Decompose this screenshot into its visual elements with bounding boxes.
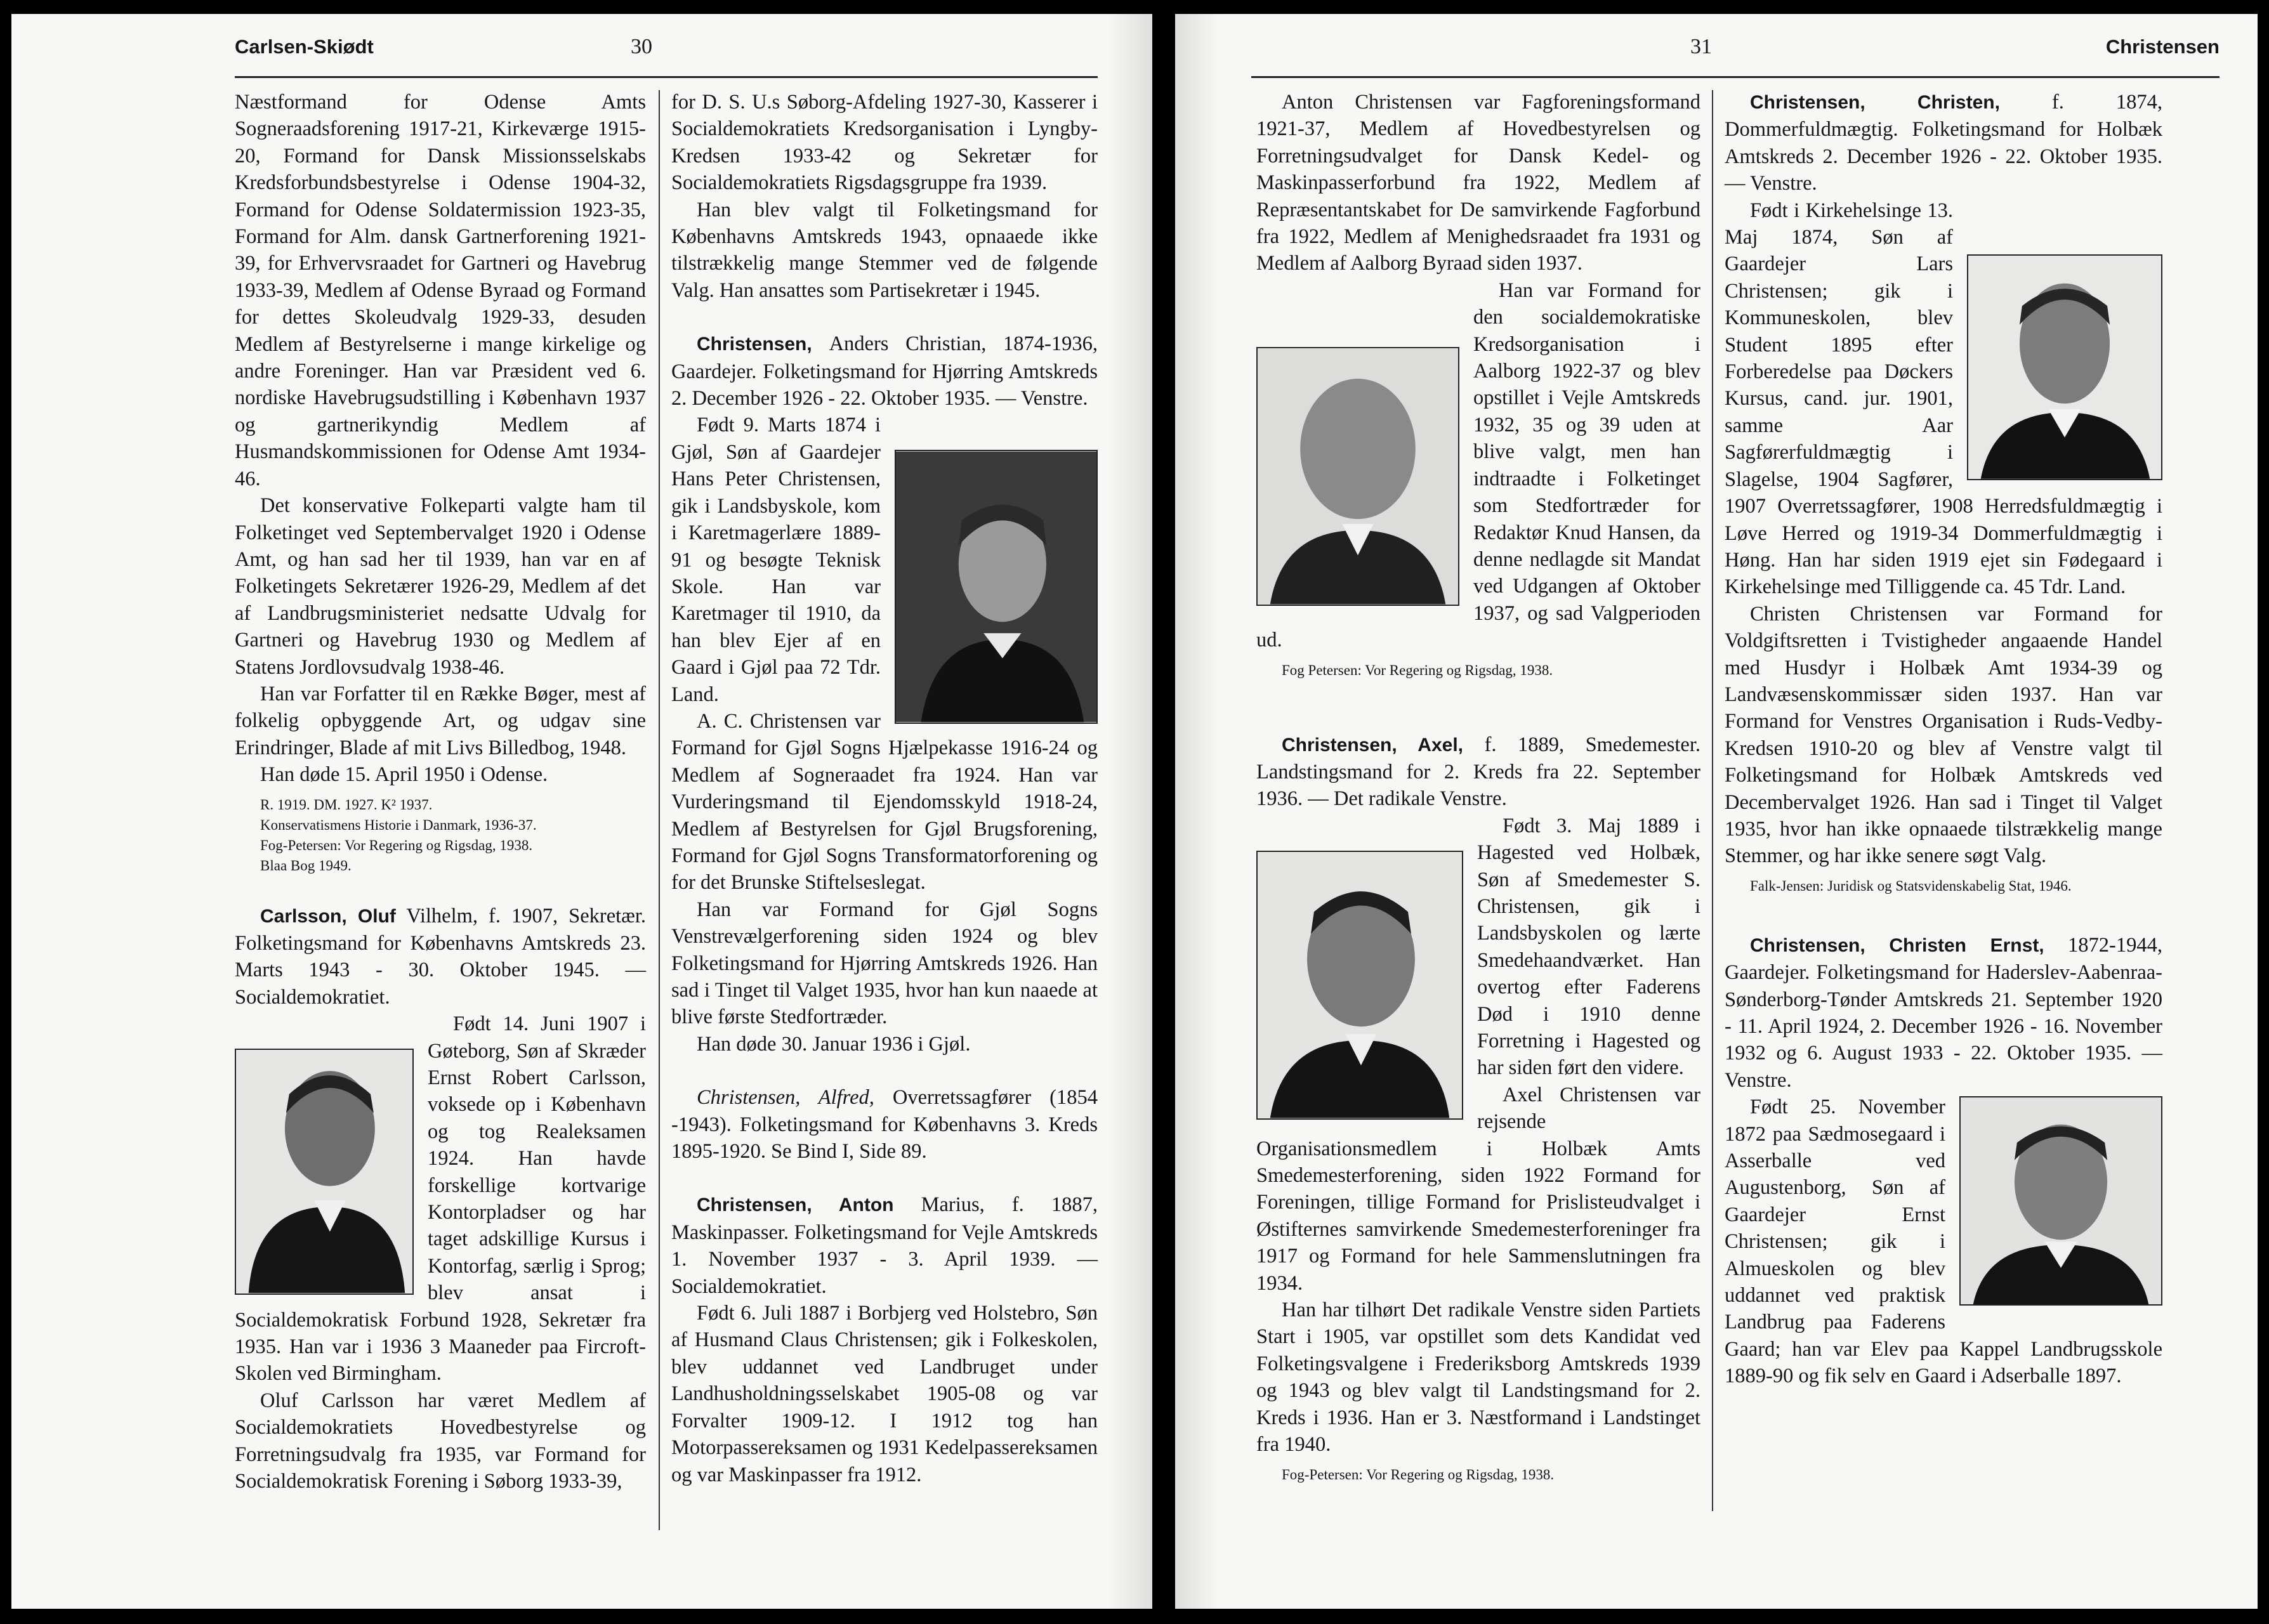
gutter-shadow [1175, 14, 1220, 1609]
portrait-photo-carlsson [235, 1049, 414, 1295]
entry-heading-carlsson [235, 903, 646, 1011]
page-number: 31 [1690, 35, 1712, 58]
entry-summary: f. 1874, Dommerfuldmægtig. Folketingsmand for Holbæk Amtskreds 2. December 1926 - 22. Oktober 1935. — Venstre. [1725, 91, 2162, 195]
source-line: Falk-Jensen: Juridisk og Statsvidenskabelig Stat, 1946. [1750, 877, 2072, 894]
paragraph: Christen Christensen var Formand for Voldgiftsretten i Tvistigheder angaaende Handel med Husdyr i Holbæk Amt 1934-39 og Landvæsenskommissær siden 1937. Han var Formand for Venstres Organisation i Ruds-Vedby-Kredsen 1910-20 og blev af Venstre valgt til Folketingsmand for Holbæk Amtskreds ved Decembervalget 1926. Han sad i Tinget til Valget 1935, hvor han ikke opnaaede tilstrækkelig mange Stemmer, og har ikke senere søgt Valg. [1725, 602, 2162, 868]
paragraph: Født 9. Marts 1874 i Gjøl, Søn af Gaardejer Hans Peter Christensen, gik i Landsbyskole, kom i Karetmagerlære 1889-91 og besøgte Teknisk Skole. Han var Karetmager til 1910, da han blev Ejer af en Gaard i Gjøl paa 72 Tdr. Land. [671, 414, 881, 706]
column-divider [659, 90, 660, 1530]
portrait-photo-anders [895, 450, 1098, 724]
portrait-image [1258, 348, 1458, 605]
paragraph: Han døde 15. April 1950 i Odense. [260, 763, 548, 787]
portrait-photo-christen [1967, 254, 2162, 480]
portrait-image [236, 1050, 412, 1293]
gutter-shadow [1108, 14, 1152, 1609]
right-column-1 [1256, 89, 1700, 1485]
entry-name: Christensen, Christen, [1750, 92, 2000, 113]
paragraph: Født i Kirkehelsinge 13. Maj 1874, Søn af Gaardejer Lars Christensen; gik i Kommuneskolen, blev Student 1895 efter Forberedelse paa Døckers Kursus, cand. jur. 1901, samme Aar Sagførerfuldmægtig i Slagelse, 1904 Sagfører, 1907 Overretssagfører, 1908 Herredsfuldmægtig i Løve Herred og 1919-34 Dommerfuldmægtig i Høng. Han har siden 1919 ejet sin Fødegaard i Kirkehelsinge med Tilliggende ca. 45 Tdr. Land. [1725, 199, 2162, 599]
paragraph: Han blev valgt til Folketingsmand for Københavns Amtskreds 1943, opnaaede ikke tilstrækkelig mange Stemmer ved de følgende Valg. Han ansattes som Partisekretær i 1945. [671, 198, 1098, 302]
paragraph: A. C. Christensen var Formand for Gjøl Sogns Hjælpekasse 1916-24 og Medlem af Sogneraadet fra 1924. Han var Vurderingsmand til Ejendomsskyld 1918-24, Medlem af Bestyrelsen for Gjøl Brugsforening, Formand for Gjøl Sogns Transformatorforening og for det Brunske Stiftelseslegat. [671, 709, 1098, 894]
source-line: Fog-Petersen: Vor Regering og Rigsdag, 1938. [260, 837, 533, 853]
entry-name: Christensen, Anton [697, 1195, 894, 1216]
header-rule [235, 76, 1098, 78]
entry-name: Christensen, Christen Ernst, [1750, 934, 2044, 956]
entry-summary: f. 1889, Smedemester. Landstingsmand for 2. Kreds fra 22. September 1936. — Det radikale Venstre. [1256, 733, 1700, 811]
paragraph: Næstformand for Odense Amts Sogneraadsforening 1917-21, Kirkeværge 1915-20, Formand for Dansk Missionsselskabs Kredsforbundsbestyrelse i Odense 1904-32, Formand for Odense Soldatermission 1923-35, Formand for Alm. dansk Gartnerforening 1921-39, for Erhvervsraadet for Gartneri og Havebrug 1933-39, Medlem af Odense Byraad og Formand for dettes Skoleudvalg 1929-33, desuden Medlem af Bestyrelserne i mange kirkelige og andre Foreninger. Han var Præsident ved 6. nordiske Havebrugsudstilling i København 1937 og gartnerikyndig Medlem af Husmandskommissionen for Odense Amt 1934-46. [235, 91, 646, 490]
left-page [11, 14, 1152, 1609]
source-line: Fog Petersen: Vor Regering og Rigsdag, 1938. [1282, 662, 1553, 678]
header-rule [1251, 76, 2220, 78]
paragraph: Han var Forfatter til en Række Bøger, mest af folkelig opbyggende Art, og udgav sine Erindringer, Blade af mit Livs Billedbog, 1948. [235, 682, 646, 759]
source-line: Fog-Petersen: Vor Regering og Rigsdag, 1938. [1282, 1466, 1555, 1483]
paragraph: Han var Formand for Gjøl Sogns Venstrevælgerforening siden 1924 og blev Folketingsmand for Hjørring Amtskreds 1926. Han sad i Tinget til Valget 1935, hvor han kun naaede at blive første Stedfortræder. [671, 898, 1098, 1029]
running-head: Carlsen-Skiødt [235, 36, 374, 58]
paragraph: for D. S. U.s Søborg-Afdeling 1927-30, Kasserer i Socialdemokratiets Kredsorganisation i Lyngby-Kredsen 1933-42 og Sekretær for Socialdemokratiets Rigsdagsgruppe fra 1939. [671, 91, 1098, 195]
page-number: 30 [631, 35, 652, 58]
paragraph: Han var Formand for den socialdemokratiske Kredsorganisation i Aalborg 1922-37 og blev opstillet i Vejle Amtskreds 1932, 35 og 39 uden at blive valgt, men han indtraadte i Folketinget som Stedfortræder for Redaktør Knud Hansen, da denne nedlagde sit Mandat ved Udgangen af Oktober 1937, og sad Valgperioden ud. [1256, 278, 1700, 652]
paragraph: Anton Christensen var Fagforeningsformand 1921-37, Medlem af Hovedbestyrelsen og Forretningsudvalget for Dansk Kedel- og Maskinpasserforbund fra 1922, Medlem af Repræsentantskabet for De samvirkende Fagforbund fra 1922, Medlem af Menighedsraadet fra 1931 og Medlem af Aalborg Byraad siden 1937. [1256, 91, 1700, 275]
paragraph: Født 14. Juni 1907 i Gøteborg, Søn af Skræder Ernst Robert Carlsson, voksede op i København og tog Realeksamen 1924. Han havde forskellige kortvarige Kontorpladser og har taget adskillige Kursus i Kontorfag, særlig i Sprog; blev ansat i Socialdemokratisk Forbund 1928, Sekretær fra 1935. Han var i 1936 3 Maaneder paa Fircroft-Skolen ved Birmingham. [235, 1012, 646, 1385]
left-column-1 [235, 89, 646, 1495]
column-divider [1712, 90, 1713, 1511]
entry-heading-anton [671, 1191, 1098, 1300]
portrait-image [1968, 256, 2161, 479]
right-column-2 [1725, 89, 2162, 1390]
paragraph: Oluf Carlsson har været Medlem af Socialdemokratiets Hovedbestyrelse og Forretningsudvalg fra 1935, var Formand for Socialdemokratisk Forening i Søborg 1933-39, [235, 1389, 646, 1493]
entry-name: Christensen, [697, 334, 829, 355]
entry-name: Christensen, Alfred, [697, 1086, 874, 1110]
portrait-image [896, 451, 1096, 723]
entry-summary: 1874-1936, Gaardejer. Folketingsmand for Hjørring Amtskreds 2. December 1926 - 22. Oktober 1935. — Venstre. [671, 332, 1098, 410]
paragraph: Axel Christensen var rejsende Organisationsmedlem i Holbæk Amts Smedemesterforening, siden 1922 Formand for Foreningen, tillige Formand for Prislisteudvalget i Østifternes samvirkende Smedemesterforeninger fra 1917 og Formand for hele Sammenslutningen fra 1934. [1256, 1083, 1700, 1295]
left-column-2 [671, 89, 1098, 1488]
entry-summary: 1872-1944, Gaardejer. Folketingsmand for Haderslev-Aabenraa-Sønderborg-Tønder Amtskreds 21. September 1920 - 11. April 1924, 2. December 1926 - 16. November 1932 og 6. August 1933 - 22. Oktober 1935. — Venstre. [1725, 933, 2162, 1092]
entry-summary: Vilhelm, f. 1907, Sekretær. Folketingsmand for Københavns Amtskreds 23. Marts 1943 - 30. Oktober 1945. — Socialdemokratiet. [235, 904, 646, 1009]
decorations-line: R. 1919. DM. 1927. K² 1937. [260, 796, 433, 813]
entry-name: Christensen, Axel, [1282, 734, 1464, 756]
source-line: Blaa Bog 1949. [260, 857, 352, 874]
entry-name: Carlsson, Oluf [260, 905, 396, 927]
entry-heading-ernst [1725, 932, 2162, 1094]
paragraph: Han døde 30. Januar 1936 i Gjøl. [697, 1032, 971, 1056]
entry-summary: Marius, f. 1887, Maskinpasser. Folketingsmand for Vejle Amtskreds 1. November 1937 - 3. April 1939. — Socialdemokratiet. [671, 1193, 1098, 1298]
paragraph: Det konservative Folkeparti valgte ham til Folketinget ved Septembervalget 1920 i Odense Amt, og han sad her til 1939, han var en af Folketingets Sekretærer 1926-29, Medlem af det af Landbrugsministeriet nedsatte Udvalg for Gartneri og Havebrug 1930 og Medlem af Statens Jordlovsudvalg 1938-46. [235, 494, 646, 679]
portrait-image [1258, 852, 1462, 1118]
paragraph: Født 6. Juli 1887 i Borbjerg ved Holstebro, Søn af Husmand Claus Christensen; gik i Folkeskolen, blev uddannet ved Landbruget under Landhusholdningsselskabet 1905-08 og var Forvalter 1909-12. I 1912 tog han Motorpassereksamen og 1931 Kedelpassereksamen og var Maskinpasser fra 1912. [671, 1302, 1098, 1486]
entry-heading-alfred [671, 1084, 1098, 1165]
entry-name-rest: Anders Christian, [829, 332, 987, 356]
paragraph: Født 25. November 1872 paa Sædmosegaard i Asserballe ved Augustenborg, Søn af Gaardejer Ernst Christensen; gik i Almueskolen og blev uddannet ved praktisk Landbrug paa Faderens Gaard; han var Elev paa Kappel Landbrugsskole 1889-90 og fik selv en Gaard i Adserballe 1897. [1725, 1096, 2162, 1388]
entry-heading-anders [671, 331, 1098, 412]
portrait-photo-ernst [1959, 1096, 2162, 1306]
entry-summary: Overretssagfører (1854 -1943). Folketingsmand for Københavns 3. Kreds 1895-1920. Se Bind I, Side 89. [671, 1086, 1098, 1163]
paragraph: Født 3. Maj 1889 i Hagested ved Holbæk, Søn af Smedemester S. Christensen, gik i Landsbyskolen og lærte Smedehaandværket. Han overtog efter Faderens Død i 1910 denne Forretning i Hagested og har siden ført den videre. [1477, 814, 1700, 1080]
entry-heading-axel [1256, 731, 1700, 813]
right-page [1175, 14, 2258, 1609]
entry-heading-christen [1725, 89, 2162, 197]
source-line: Konservatismens Historie i Danmark, 1936-37. [260, 816, 537, 833]
portrait-image [1961, 1097, 2161, 1304]
portrait-photo-anton [1256, 347, 1459, 606]
portrait-photo-axel [1256, 851, 1463, 1120]
running-head: Christensen [2105, 36, 2220, 58]
paragraph: Han har tilhørt Det radikale Venstre siden Partiets Start i 1905, var opstillet som dets Kandidat ved Folketingsvalgene i Frederiksborg Amtskreds 1939 og 1943 og blev valgt til Landstingsmand for 2. Kreds i 1936. Han er 3. Næstformand i Landstinget fra 1940. [1256, 1299, 1700, 1457]
